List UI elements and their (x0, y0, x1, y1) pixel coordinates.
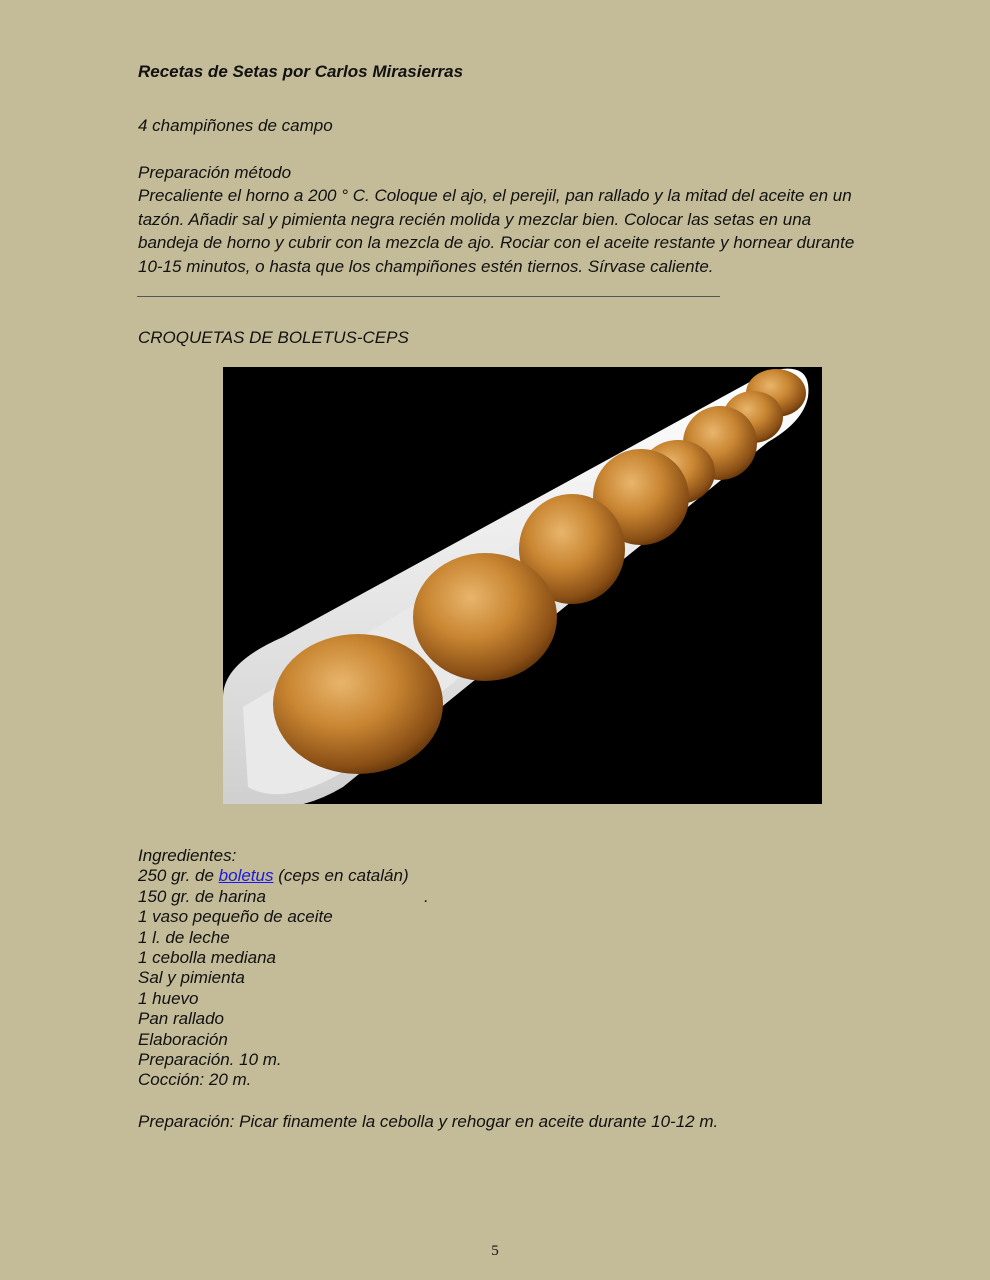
preparation-title: Preparación método (138, 163, 292, 182)
separator-rule (137, 296, 720, 297)
croquetas-illustration (223, 367, 822, 804)
section-title: CROQUETAS DE BOLETUS-CEPS (138, 328, 409, 347)
page-number: 5 (491, 1243, 499, 1259)
list-item: 1 huevo (138, 988, 199, 1008)
list-item: Pan rallado (138, 1009, 225, 1029)
ingredient-flour (138, 886, 429, 907)
preparation-line: tazón. Añadir sal y pimienta negra recién molida y mezclar bien. Colocar las setas en una (138, 209, 812, 229)
final-preparation-line: Preparación: Picar finamente la cebolla y rehogar en aceite durante 10-12 m. (138, 1112, 719, 1131)
list-item: Elaboración (138, 1029, 228, 1049)
ingredient-boletus-suffix: (ceps en catalán) (273, 866, 409, 886)
preparation-line: bandeja de horno y cubrir con la mezcla de ajo. Rociar con el aceite restante y hornear durante (138, 233, 855, 252)
list-item: 1 vaso pequeño de aceite (138, 907, 333, 927)
ingredient-boletus (138, 866, 409, 886)
list-item: Cocción: 20 m. (138, 1070, 252, 1090)
preparation-body (138, 184, 898, 278)
ingredient-boletus-prefix: 250 gr. de (138, 866, 219, 886)
preparation-line: Precaliente el horno a 200 ° C. Coloque el ajo, el perejil, pan rallado y la mitad del aceite en un (138, 186, 852, 205)
intro-line: 4 champiñones de campo (138, 116, 333, 135)
list-item: Sal y pimienta (138, 968, 245, 988)
list-item: 1 cebolla mediana (138, 948, 276, 968)
list-item: Preparación. 10 m. (138, 1050, 282, 1070)
ingredient-flour-text: 150 gr. de harina (138, 886, 266, 906)
list-item: 1 l. de leche (138, 927, 230, 947)
boletus-link[interactable]: boletus (218, 866, 274, 886)
preparation-line: 10-15 minutos, o hasta que los champiñones estén tiernos. Sírvase caliente. (138, 256, 714, 276)
ingredient-flour-dot: . (424, 886, 429, 906)
ingredients-list (138, 846, 429, 1091)
ingredients-heading: Ingredientes: (138, 846, 237, 865)
croquetas-photo (223, 367, 822, 804)
document-header: Recetas de Setas por Carlos Mirasierras (138, 62, 464, 81)
